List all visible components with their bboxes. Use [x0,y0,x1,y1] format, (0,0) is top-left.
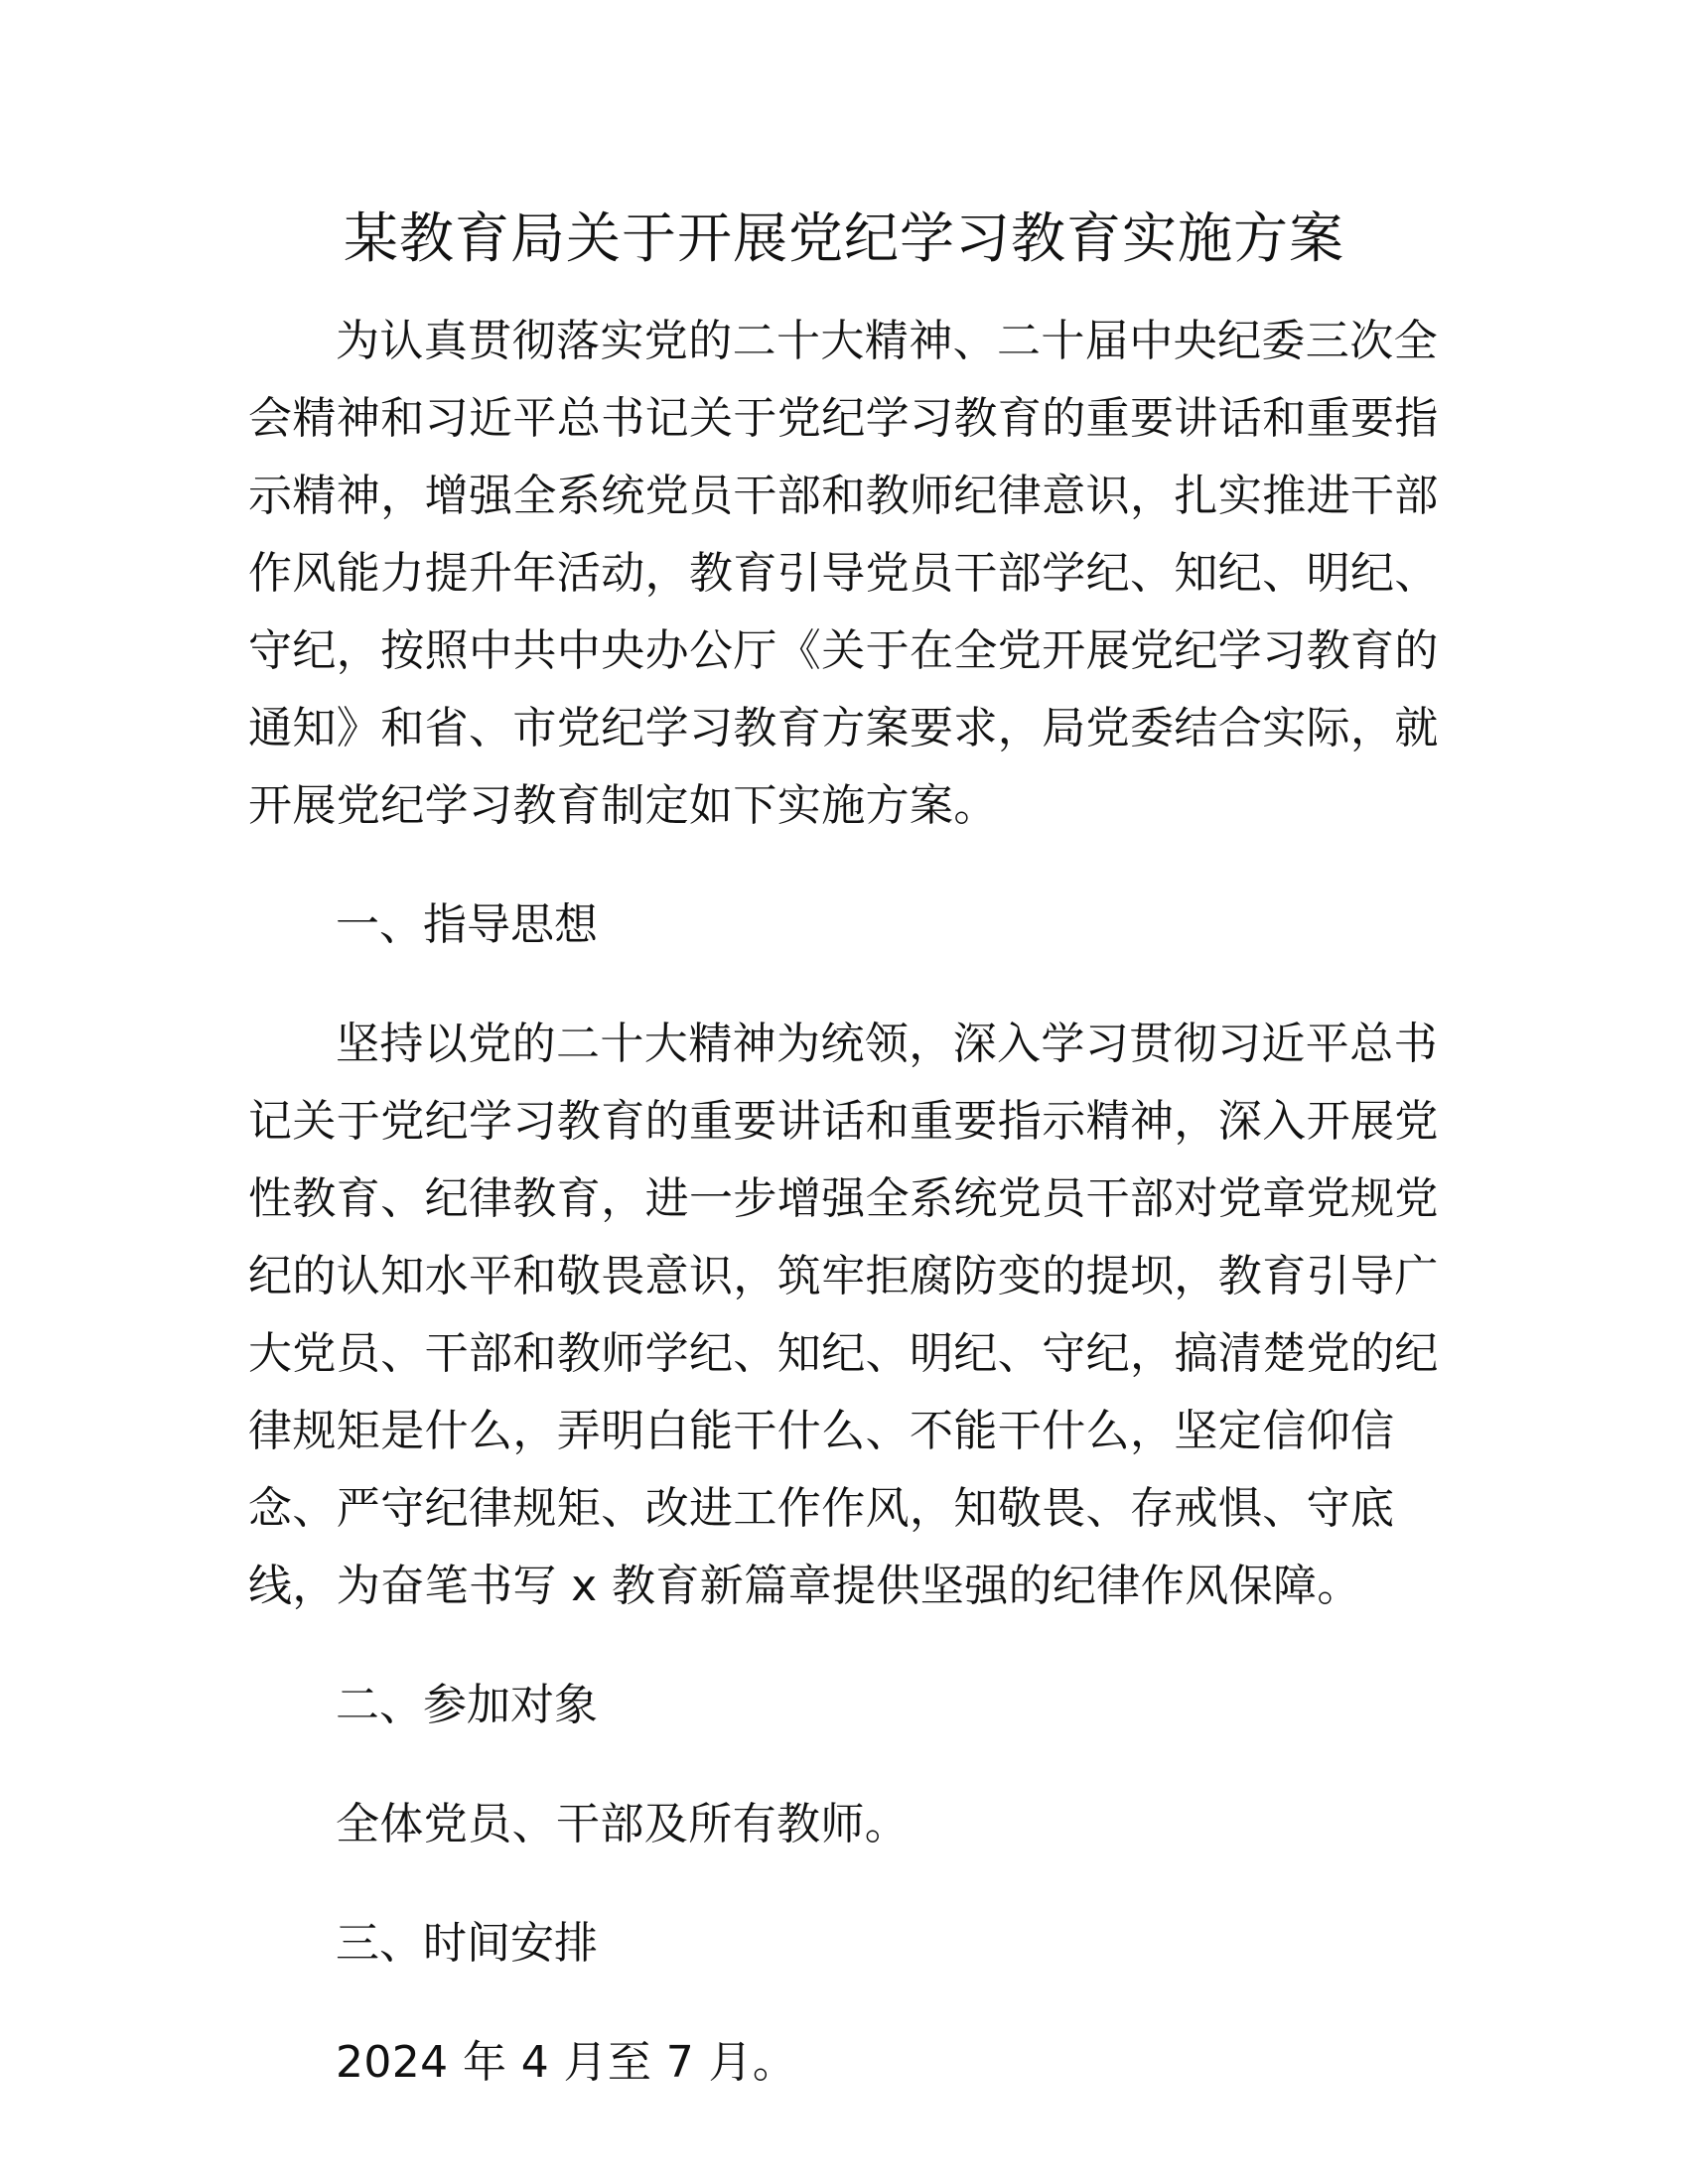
section-body-schedule: 2024 年 4 月至 7 月。 [336,2037,797,2088]
paragraph-spacer [248,1863,1440,1905]
document-body [248,303,1440,2102]
intro-paragraph: 为认真贯彻落实党的二十大精神、二十届中央纪委三次全 会精神和习近平总书记关于党纪学习教育的重要讲话和重要指 示精神，增强全系统党员干部和教师纪律意识，扎实推进干部 作风能力提升年活动，教育引导党员干部学纪、知纪、明纪、 守纪，按照中共中央办公厅《关于在全党开展党纪学习教育的 通知》和省、市党纪学习教育方案要求，局党委结合实际，就 开展党纪学习教育制定如下实施方案。 [248,316,1439,831]
paragraph-spacer [248,1982,1440,2024]
paragraph-spacer [248,1625,1440,1667]
section-body-participants: 全体党员、干部及所有教师。 [336,1799,910,1849]
section-heading-schedule: 三、时间安排 [336,1918,598,1969]
document-title: 某教育局关于开展党纪学习教育实施方案 [343,206,1344,270]
paragraph-spacer [248,845,1440,887]
section-body-guiding-ideology: 坚持以党的二十大精神为统领，深入学习贯彻习近平总书 记关于党纪学习教育的重要讲话和重要指示精神，深入开展党 性教育、纪律教育，进一步增强全系统党员干部对党章党规党 纪的认知水平和敬畏意识，筑牢拒腐防变的提坝，教育引导广 大党员、干部和教师学纪、知纪、明纪、守纪，搞清楚党的纪 律规矩是什么，弄明白能干什么、不能干什么，坚定信仰信 念、严守纪律规矩、改进工作作风，知敬畏、存戒惧、守底 线，为奋笔书写 x 教育新篇章提供坚强的纪律作风保障。 [248,1019,1439,1611]
paragraph-spacer [248,964,1440,1006]
section-heading-guiding-ideology: 一、指导思想 [336,899,598,950]
section-heading-participants: 二、参加对象 [336,1680,598,1730]
paragraph-spacer [248,1744,1440,1786]
